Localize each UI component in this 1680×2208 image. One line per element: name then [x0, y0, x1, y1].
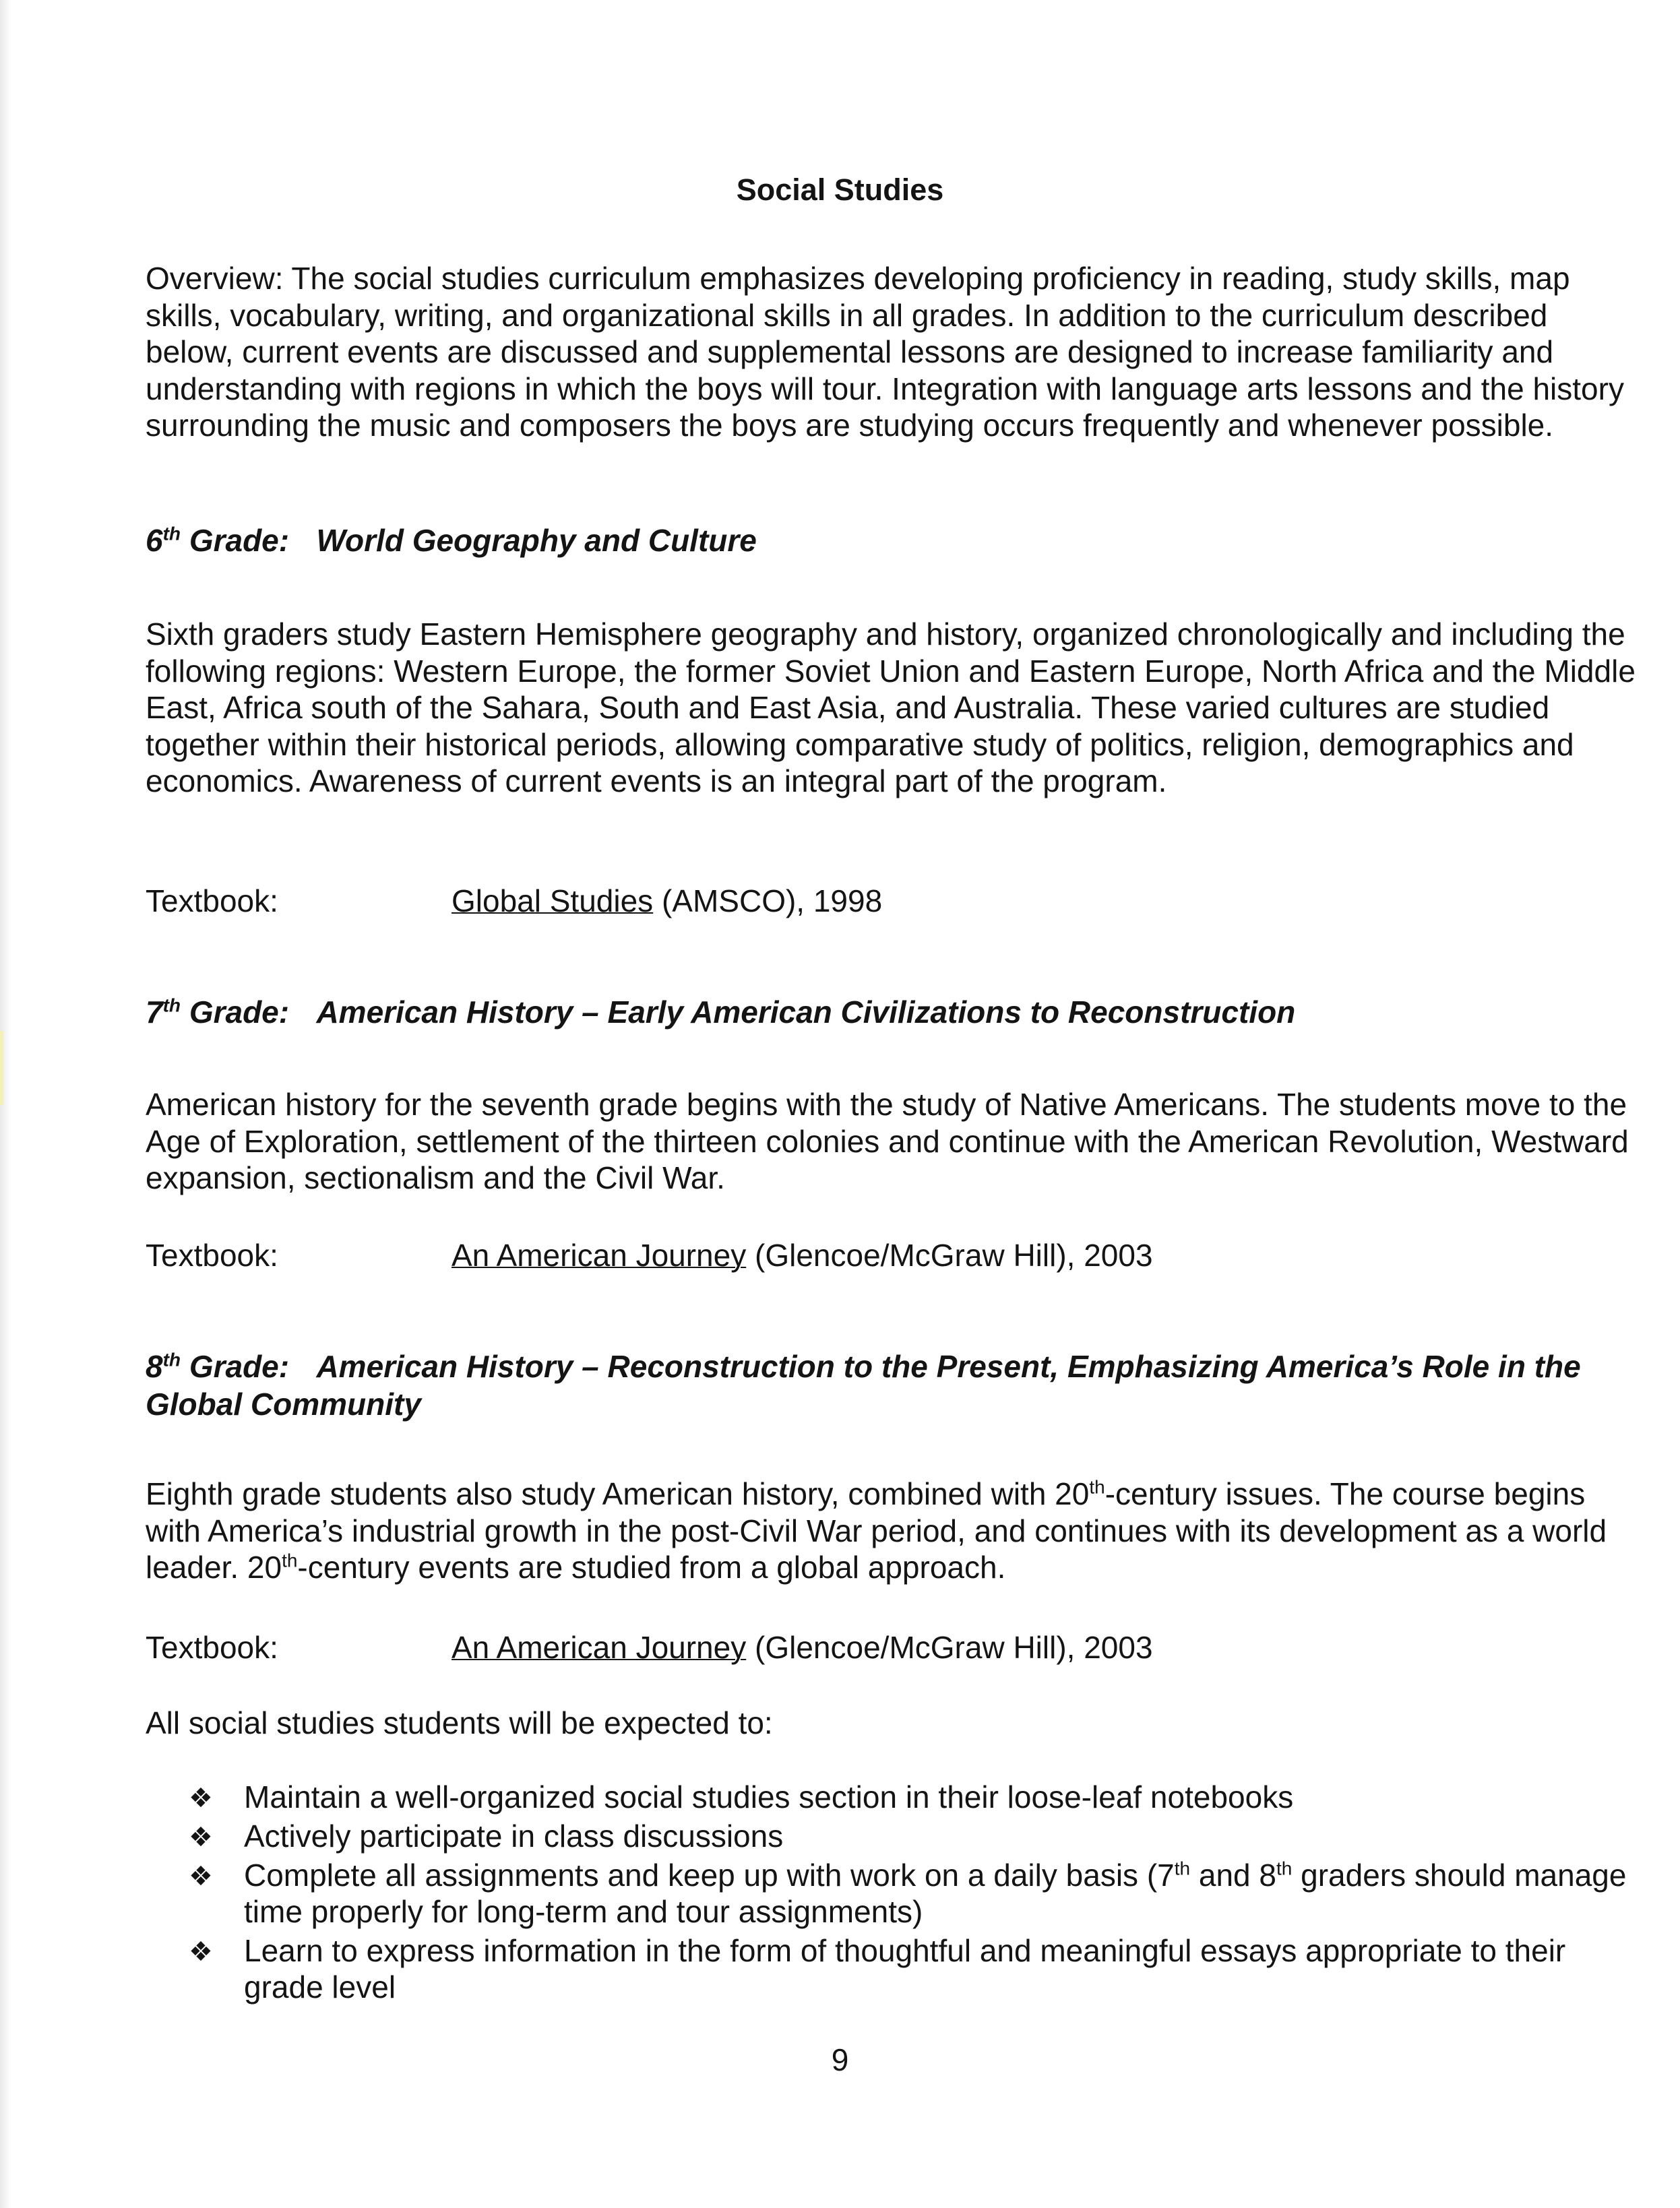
grade-7-textbook-label: Textbook: — [146, 1238, 278, 1273]
grade-6-title: World Geography and Culture — [316, 523, 757, 558]
diamond-bullet-icon: ❖ — [189, 1862, 213, 1891]
grade-7-textbook-title: An American Journey — [452, 1238, 747, 1273]
grade-6-number: 6 — [146, 523, 163, 558]
diamond-bullet-icon: ❖ — [189, 1937, 213, 1967]
list-item-text-a: Complete all assignments and keep up with work on a daily basis (7 — [244, 1858, 1175, 1893]
grade-7-number: 7 — [146, 995, 163, 1030]
grade-8-textbook — [146, 1629, 1153, 1666]
grade-8-textbook-title: An American Journey — [452, 1630, 747, 1665]
grade-6-textbook-label: Textbook: — [146, 883, 278, 918]
grade-8-number: 8 — [146, 1349, 163, 1384]
grade-8-description-a: Eighth grade students also study American history, combined with 20 — [146, 1476, 1090, 1511]
grade-8-heading — [146, 1348, 1642, 1423]
grade-8-label: Grade: — [189, 1349, 290, 1384]
list-item-sup-a: th — [1174, 1858, 1191, 1879]
grade-6-textbook-publisher: (AMSCO), 1998 — [653, 883, 883, 918]
grade-6-suffix: th — [162, 523, 181, 544]
grade-7-textbook — [146, 1237, 1153, 1273]
page-title: Social Studies — [736, 172, 944, 207]
grade-8-description — [146, 1476, 1642, 1586]
grade-6-label: Grade: — [189, 523, 290, 558]
list-item-text-c: graders should manage time properly for long-term and tour assignments) — [244, 1858, 1627, 1929]
margin-highlight-mark — [0, 1031, 3, 1105]
grade-8-textbook-label: Textbook: — [146, 1630, 278, 1665]
grade-8-description-b: -century issues. The course begins with America’s industrial growth in the post-Civil War period, and continues with its development as a world leader. 20 — [146, 1476, 1607, 1585]
page-number: 9 — [831, 2042, 849, 2077]
list-item-sup-b: th — [1276, 1858, 1293, 1879]
diamond-bullet-icon: ❖ — [189, 1784, 213, 1813]
grade-6-heading — [146, 522, 1628, 559]
grade-8-description-sup-b: th — [282, 1550, 298, 1571]
overview-paragraph: Overview: The social studies curriculum emphasizes developing proficiency in reading, study skills, map skills, vocabulary, writing, and organizational skills in all grades. In addition to the curriculum described below, current events are discussed and supplemental lessons are designed to increase familiarity and understanding with regions in which the boys will tour. Integration with language arts lessons and the history surrounding the music and composers the boys are studying occurs frequently and whenever possible. — [146, 261, 1624, 443]
grade-6-textbook — [146, 883, 882, 919]
list-item-text: Maintain a well-organized social studies section in their loose-leaf notebooks — [244, 1779, 1294, 1815]
expectations-list — [189, 1779, 1651, 2008]
grade-8-description-c: -century events are studied from a global approach. — [297, 1550, 1006, 1585]
grade-7-label: Grade: — [189, 995, 290, 1030]
list-item-text-b: and 8 — [1190, 1858, 1276, 1893]
grade-6-description: Sixth graders study Eastern Hemisphere geography and history, organized chronologically and including the following regions: Western Europe, the former Soviet Union and Eastern Europe, North Africa and the Middle East, Africa south of the Sahara, South and East Asia, and Australia. These varied cultures are studied together within their historical periods, allowing comparative study of politics, religion, demographics and economics. Awareness of current events is an integral part of the program. — [146, 617, 1636, 798]
diamond-bullet-icon: ❖ — [189, 1823, 213, 1852]
grade-6-textbook-title: Global Studies — [452, 883, 654, 918]
expectations-intro: All social studies students will be expected to: — [146, 1705, 773, 1740]
grade-7-heading — [146, 993, 1628, 1031]
grade-8-description-sup-a: th — [1089, 1476, 1105, 1498]
list-item — [189, 1779, 1651, 1815]
grade-7-suffix: th — [162, 995, 181, 1016]
grade-8-textbook-publisher: (Glencoe/McGraw Hill), 2003 — [746, 1630, 1153, 1665]
list-item — [189, 1857, 1651, 1930]
grade-8-title: American History – Reconstruction to the Present, Emphasizing America’s Role in the Global Community — [146, 1349, 1581, 1422]
list-item-text: Actively participate in class discussions — [244, 1819, 784, 1854]
grade-7-title: American History – Early American Civilizations to Reconstruction — [316, 995, 1296, 1030]
grade-7-description: American history for the seventh grade begins with the study of Native Americans. The students move to the Age of Exploration, settlement of the thirteen colonies and continue with the American Revolution, Westward expansion, sectionalism and the Civil War. — [146, 1087, 1629, 1195]
list-item — [189, 1932, 1651, 2005]
grade-8-suffix: th — [162, 1349, 181, 1370]
list-item — [189, 1818, 1651, 1854]
grade-7-textbook-publisher: (Glencoe/McGraw Hill), 2003 — [746, 1238, 1153, 1273]
list-item-text: Learn to express information in the form of thoughtful and meaningful essays appropriate to their grade level — [244, 1933, 1566, 2005]
